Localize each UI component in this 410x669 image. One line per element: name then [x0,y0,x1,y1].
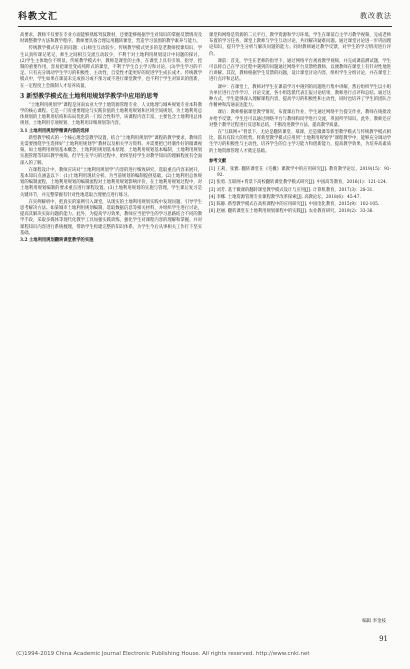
subsection-heading: 3.2 土地利用规划翻转课堂教学的实施 [20,238,94,244]
reference-item: [2] 张勇. 互联网+背景下高校翻转课堂教学模式研究[J]. 中国高等教育，2016(1)：121-124. [209,180,388,186]
reference-item: [5] 陈静. 新型教学模式在高校课程中的应用研究[J]. 中国电化教育，2015(9)：102-105. [209,202,380,208]
editor-credit: 编辑 李金枝 [362,619,386,624]
journal-title: 科教文汇 [18,12,59,22]
paragraph: “土地利用规划学”课程是河南农业大学土地资源管理专业、人文地理与城乡规划专业本科教学的核心课程。它是一门有重要理论与实践价值的土地利用规划和区域空间规划，为土地利用总体规划的土地利用结构和布局优化的一门综合性科学。该课程内容丰富，主要包含土地利用总体规划、土地利用专项规划、土地利用详细规划等内容。 [20,102,202,127]
right-column [209,33,391,216]
subsection-heading: 3.1 土地利用规划学微课内容的选择 [20,128,90,134]
paragraph: 课后：教师根据课堂教学情况，布置课后作业，学生通过网络平台提交作业，教师在线批改并给予反馈。学生还可以通过网络平台与教师和同学进行交流，巩固所学知识。此外，教师还应对整个教学过程进行反思和总结，不断改进教学方法，提高教学质量。 [209,110,391,128]
reference-item: [3] 刘芳. 基于微课的翻转课堂教学模式设计与应用[J]. 计算机教育，2017(3)：28-31. [209,187,374,193]
references-heading: 参考文献 [209,158,227,164]
reference-item: [6] 赵丽. 翻转课堂在土地利用规划课程中的实践[J]. 农业教育研究，2019(2)：33-36. [209,209,374,215]
paragraph: 课堂和网络是资源的二元平行，教学资源和学习环境。学生在课前自主学习教学视频，完成老师布置的学习任务，课堂上教师与学生互动讨论，共同解决疑难问题。通过课堂讨论进一步巩固理论知识，提升学生分析与解决问题的能力。同时教师通过教学反馈，对学生的学习情况进行评价。 [209,33,391,57]
copyright-footer: (C)1994-2019 China Academic Journal Electronic Publishing House. All rights reserved. http://www.cnki.net [16,651,310,657]
paragraph: 课中：在课堂上，教师对学生在课前学习中遇到的问题进行集中讲解，然后组织学生以小组为单位进行合作学习、讨论交流，各小组选派代表汇报讨论结果，教师进行点评和总结。通过这种方式，学生能够深入理解课程内容，提高学习的积极性和主动性，同时也培养了学生的团队合作精神和沟通表达能力。 [209,84,391,109]
paragraph: 在实例解析中，把真实的案例引入课堂，从现实的土地利用规划实践中发现问题，引导学生思考解决方法。如某城市土地利用规划编制，选取数据信息等相关材料，并组织学生进行讨论，提高其解决实际问题的能力。此外，为提高学习效果，教师应当把学生的学习思路结合不同的教学手段，采取多媒体等现代化教学工具加强实践训练，强化学生对课程内容的理解和掌握。并对课程知识内容进行系统梳理，帮助学生构建完整的知识体系，为学生今后从事相关工作打下坚实基础。 [20,199,202,236]
paragraph: 在课程设计中，教师应该对“土地利用规划学”内容的进行细致研究，选取重点内容来展开，基本知识点涵盖以下：(1)土地利用现状分析。为当前规划的编制提供基础。(2)土地利用总体规划的编制流程，土地利用规划的编制流程对土地利用规划影响评价，在土地利用规划过程中，对土地利用规划编制的要求重点进行课程设置。(3)土地利用规划的实施与管理，学生课后复习是关键环节，并完整掌握有针对性地选取合理要点进行练习。 [20,167,202,198]
paragraph: 高要求，教师不仅要在专业方面能够熟练骂驭教材，还要能够根据学生对知识的掌握反馈情况及时调整教学方法和教学程序。教师要具备合理运用翻转课堂、营造学习氛围的教学素养与能力。 [20,33,202,45]
section-heading: 3 新型教学模式在土地利用规划学教学中应用的思考 [20,92,159,100]
page-header [18,8,392,27]
reference-item: [1] 王莉，张雅. 翻转课堂在《毛概》课教学中的应用研究[J]. 教育教学论坛，2019(15)：91-92. [209,167,391,179]
section-title: 教改教法 [360,12,392,20]
reference-item: [4] 李娜. 土地资源管理专业课程教学改革探索[J]. 高教论坛，2018(6)：45-47. [209,194,361,200]
paragraph: 在“互联网+”背景下，无论是翻转课堂、慕课，还是微课等新型教学模式与传统教学模式相比，都具有较大的优势。将新型教学模式应用到“土地利用规划学”课程教学中，能够充分调动学生学习的积极性与主动性，培养学生的自主学习能力和创新能力，提高教学效果，为培养高素质的土地资源管理人才奠定基础。 [209,130,391,154]
reference-list [209,167,391,215]
paragraph: 新型教学模式的一个核心理念是教学设置，结合“土地利用规划学”课程的教学要求，教师首先需要围绕学生选择好“土地利用规划学”教材以及相关学习资料。并需要把已经制作好的微课视频。如土地利用规划基本概念、土地利用规划基本原理、土地利用规划基本编制、土地利用规划实施管理等知识教学视频。但学生在学习的过程中，始终坚持学生对教学知识的理解程度有全面深入的了解。 [20,135,202,166]
left-column [20,33,202,245]
paragraph: 传统教学模式存在的问题：(1)师生互动较少。传统教学模式更多的是老教师授课知识，学生认真听课记笔记，师生之间相互交流互动较少，不利于对土地利用规划设计中问题的探讨。(2)学生主体地位不明显。传统教学模式中，教师是课堂的主体，在课堂上具有引领、指导、控制的重要作用，容易把课堂变成纯粹式的课堂，不利于学生自主学习和讨论。(3)学生学习的不足。只有充分调动学生学习的积极性、主动性，自觉性才能更好的促进学生成长成才。传统教学模式中，学生如果在课前未完成预习或不预习或不进行课堂教学，也不利于学生对知识的创新，在一定程度上会限制人才培养质量。 [20,46,202,89]
paragraph: 课前：首先，学生在老师的指导下，通过网络平台观看教学视频，并完成课前测试题，学生可以将自己在学习过程中遇到的问题通过网络平台反馈给教师，以便教师在课堂上有针对性地进行讲解。其次，教师根据学生反馈的问题，设计课堂讨论内容，组织学生分组讨论，并在课堂上进行点评和总结。 [209,58,391,83]
page-number: 91 [379,635,388,643]
